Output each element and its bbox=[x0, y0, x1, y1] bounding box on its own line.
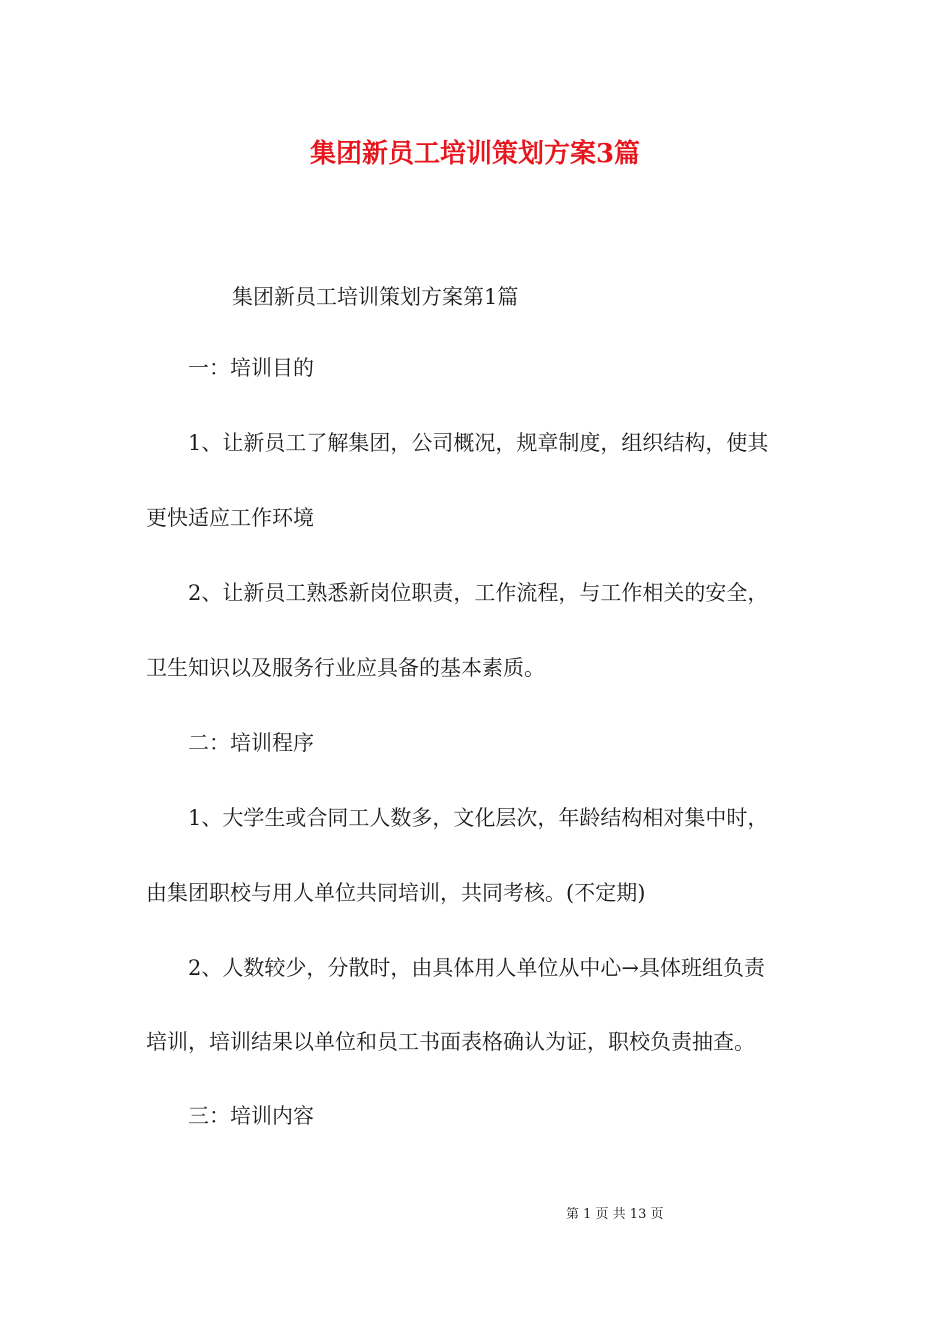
document-title: 集团新员工培训策划方案3篇 bbox=[309, 139, 641, 169]
subheading-purpose: 一：培训目的 bbox=[188, 356, 314, 380]
section-heading: 集团新员工培训策划方案第1篇 bbox=[232, 285, 519, 309]
paragraph-line: 更快适应工作环境 bbox=[146, 506, 314, 530]
paragraph-line: 1、大学生或合同工人数多，文化层次，年龄结构相对集中时， bbox=[188, 806, 769, 830]
paragraph-line: 2、人数较少，分散时，由具体用人单位从中心→具体班组负责 bbox=[188, 956, 765, 980]
paragraph-line: 1、让新员工了解集团，公司概况，规章制度，组织结构，使其 bbox=[188, 431, 769, 455]
subheading-content: 三：培训内容 bbox=[188, 1104, 314, 1128]
paragraph-line: 由集团职校与用人单位共同培训，共同考核。(不定期) bbox=[146, 881, 646, 905]
page-number-footer: 第 1 页 共 13 页 bbox=[566, 1207, 664, 1222]
subheading-procedure: 二：培训程序 bbox=[188, 731, 314, 755]
paragraph-line: 卫生知识以及服务行业应具备的基本素质。 bbox=[146, 656, 545, 680]
paragraph-line: 培训，培训结果以单位和员工书面表格确认为证，职校负责抽查。 bbox=[146, 1030, 755, 1054]
paragraph-line: 2、让新员工熟悉新岗位职责，工作流程，与工作相关的安全， bbox=[188, 581, 769, 605]
